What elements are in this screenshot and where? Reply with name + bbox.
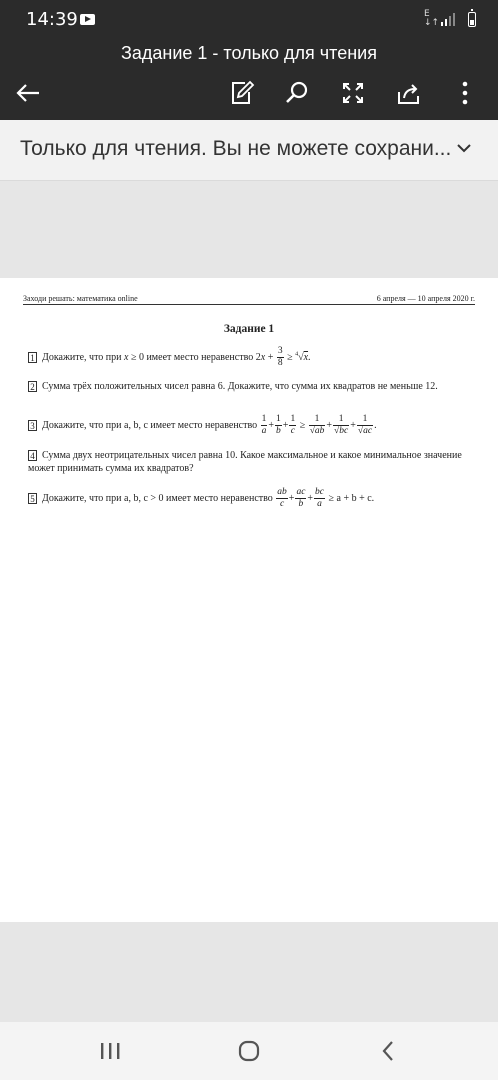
- document-page: [0, 278, 498, 922]
- fraction: [277, 346, 284, 369]
- root-index: 4: [295, 351, 299, 358]
- battery-icon: [468, 12, 476, 27]
- more-vert-icon[interactable]: [450, 78, 480, 108]
- edit-document-icon[interactable]: [227, 78, 257, 108]
- problem-text: ≥ a + b + c.: [326, 492, 375, 504]
- system-nav-bar: [0, 1022, 498, 1080]
- signal-icon: [440, 12, 458, 26]
- fullscreen-icon[interactable]: [338, 78, 368, 108]
- network-label: E: [424, 9, 430, 19]
- problem-2: [28, 380, 476, 393]
- recent-apps-icon[interactable]: [95, 1038, 125, 1064]
- problem-text: ≥: [284, 351, 296, 363]
- clock: 14:39: [26, 9, 78, 30]
- header-rule: [23, 304, 475, 305]
- problem-text: Сумма двух неотрицательных чисел равна 10. Какое максимальное и какое минимальное значение может принимать сумма их квадратов?: [28, 450, 462, 474]
- math-var: x: [303, 351, 309, 363]
- problem-1: 1 Докажите, что при x ≥ 0 имеет место неравенство 2x + $\frac{3}{8}$ ≥ $^4$√x.: [28, 346, 476, 369]
- back-arrow-icon[interactable]: [13, 78, 43, 108]
- problem-number: 5: [28, 493, 37, 504]
- task-title: Задание 1: [223, 323, 275, 335]
- problem-text: Докажите, что при a, b, c > 0 имеет место неравенство: [42, 492, 273, 504]
- math-var: x: [260, 351, 266, 363]
- problem-number: 2: [28, 381, 37, 392]
- chevron-down-icon[interactable]: [455, 142, 473, 154]
- share-icon[interactable]: [394, 78, 424, 108]
- status-bar: [0, 0, 498, 38]
- home-icon[interactable]: [234, 1038, 264, 1064]
- back-nav-icon[interactable]: [373, 1038, 403, 1064]
- denominator: 8: [277, 358, 283, 368]
- document-title: Задание 1 - только для чтения: [121, 43, 377, 63]
- problem-text: Докажите, что при a, b, c имеет место неравенство: [42, 419, 258, 431]
- problem-3: 3 Докажите, что при a, b, c имеет место неравенство $\frac{1}{a}$ + $\frac{1}{b}$ + $\frac{1}{c}$ ≥ $\frac{1}{√ab}$ + $\frac{1}{√bc}$ + $\frac{1}{√ac}$ .: [28, 414, 476, 437]
- problem-text: ≥ 0 имеет место неравенство 2: [128, 351, 261, 363]
- page-header-right: 6 апреля — 10 апреля 2020 г.: [376, 294, 475, 303]
- youtube-notification-icon: [80, 14, 95, 25]
- banner-text: Только для чтения. Вы не можете сохрани...: [20, 137, 452, 160]
- network-type: E ↓↑: [424, 9, 440, 28]
- app-bar: [0, 38, 498, 120]
- math-var: x: [124, 351, 129, 363]
- problem-number: 1: [28, 352, 37, 363]
- problem-5: 5 Докажите, что при a, b, c > 0 имеет место неравенство $\frac{ab}{c}$ + $\frac{ac}{b}$ + $\frac{bc}{a}$ ≥ a + b + c.: [28, 487, 476, 510]
- numerator: 3: [277, 346, 283, 356]
- problem-4: [28, 449, 476, 475]
- page-header-left: Заходи решать: математика online: [23, 294, 138, 303]
- problem-number: 3: [28, 420, 37, 431]
- problem-text: Докажите, что при: [42, 351, 125, 363]
- read-only-banner[interactable]: [0, 120, 498, 181]
- problem-text: Сумма трёх положительных чисел равна 6. Докажите, что сумма их квадратов не меньше 12.: [42, 381, 438, 392]
- search-icon[interactable]: [282, 78, 312, 108]
- problem-number: 4: [28, 450, 37, 461]
